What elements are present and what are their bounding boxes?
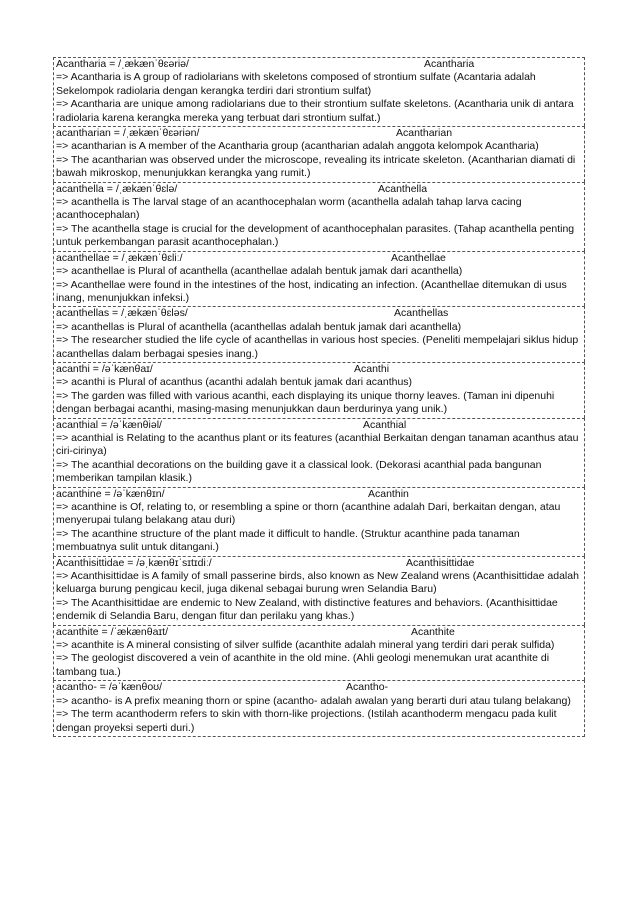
dictionary-entry (53, 182, 585, 251)
entry-word: Acanthella (378, 182, 428, 195)
dictionary-entry (53, 306, 585, 362)
entry-headword: acantharian = /ˌækænˈθɛəriən/ (56, 127, 200, 140)
entry-word: Acanthellas (394, 307, 449, 320)
entry-headword: acanthellae = /ˌækænˈθɛliː/ (56, 251, 183, 264)
entry-example: => The geologist discovered a vein of acanthite in the old mine. (Ahli geologi menemukan urat acanthite di tambang tua.) (56, 652, 550, 678)
dictionary-entry (53, 251, 585, 307)
entry-word: Acanthi (354, 362, 390, 375)
entry-word: Acantharian (396, 127, 453, 140)
entry-definition: => acanthellae is Plural of acanthella (acanthellae adalah bentuk jamak dari acanthella) (56, 265, 463, 278)
entry-example: => The acantharian was observed under the microscope, revealing its intricate skeleton. (Acantharian diamati di bawah mikroskop, menunjukkan kerangka yang rumit.) (56, 153, 576, 180)
entry-header (56, 419, 582, 432)
entry-headword: Acantharia = /ˌækænˈθɛəriə/ (56, 58, 189, 70)
entry-word: Acanthellae (391, 251, 446, 264)
entry-word: Acanthial (363, 418, 407, 431)
entry-word: Acantharia (424, 58, 475, 70)
entry-definition: => Acantharia is A group of radiolarians with skeletons composed of strontium sulfate (Acantaria adalah Sekelompok radiolaria dengan kerangka terdiri dari strontium sulfat) (56, 71, 536, 97)
entry-example: => The Acanthisittidae are endemic to New Zealand, with distinctive features and behaviors. (Acanthisittidae endemik di Selandia Baru, dengan fitur dan perilaku yang khas.) (56, 596, 558, 623)
entry-definition: => acanthial is Relating to the acanthus plant or its features (acanthial Berkaitan dengan tanaman acanthus atau ciri-cirinya) (56, 431, 579, 458)
entry-example: => The garden was filled with various acanthi, each displaying its unique thorny leaves. (Taman ini dipenuhi dengan berbagai acanthi, masing-masing menunjukkan daun berdurinya yang unik.) (56, 389, 555, 416)
entry-header (56, 626, 582, 639)
entry-definition: => Acanthisittidae is A family of small passerine birds, also known as New Zealand wrens (Acanthisittidae adalah keluarga burung pengicau kecil, juga dikenal sebagai burung wren Selandia Baru) (56, 570, 579, 596)
entry-header (56, 488, 582, 501)
entry-headword: acanthella = /ˌækænˈθɛlə/ (56, 182, 178, 195)
dictionary-page (53, 57, 585, 737)
entry-definition: => acanthella is The larval stage of an acanthocephalan worm (acanthella adalah tahap larva cacing acanthocephalan) (56, 196, 522, 222)
dictionary-entry (53, 57, 585, 126)
dictionary-entry (53, 680, 585, 737)
entry-headword: acantho- = /əˈkænθoʊ/ (56, 681, 163, 694)
entry-headword: acanthite = /ˈækænθaɪt/ (56, 625, 169, 638)
dictionary-entry (53, 625, 585, 681)
entry-headword: acanthi = /əˈkænθaɪ/ (56, 362, 153, 375)
dictionary-entry (53, 556, 585, 625)
entry-headword: acanthellas = /ˌækænˈθɛləs/ (56, 307, 188, 320)
entry-example: => The acanthial decorations on the building gave it a classical look. (Dekorasi acanthial pada bangunan memberikan tampilan klasik.) (56, 458, 542, 485)
entry-header (56, 681, 582, 694)
entry-definition: => acanthine is Of, relating to, or resembling a spine or thorn (acanthine adalah Dari, berkaitan dengan, atau menyerupai tulang belakang atau duri) (56, 501, 561, 527)
entry-definition: => acantharian is A member of the Acantharia group (acantharian adalah anggota kelompok Acantharia) (56, 140, 539, 153)
dictionary-entry (53, 126, 585, 182)
entry-example: => Acanthellae were found in the intestines of the host, indicating an infection. (Acanthellae ditemukan di usus inang, menunjukkan infeksi.) (56, 278, 567, 304)
entry-example: => The researcher studied the life cycle of acanthellas in various host species. (Peneliti mempelajari siklus hidup acanthellas dalam berbagai spesies inang.) (56, 334, 579, 360)
entry-example: => The acanthella stage is crucial for the development of acanthocephalan parasites. (Tahap acanthella penting untuk perkembangan parasit acanthocephalan.) (56, 222, 575, 249)
entry-header (56, 252, 582, 265)
dictionary-entry (53, 418, 585, 487)
entry-header (56, 363, 582, 376)
entry-header (56, 127, 582, 140)
entry-headword: Acanthisittidae = /əˌkænθɪˈsɪtɪdiː/ (56, 556, 212, 569)
entry-header (56, 307, 582, 320)
entry-header (56, 183, 582, 196)
dictionary-entry (53, 362, 585, 418)
entry-example: => The term acanthoderm refers to skin with thorn-like projections. (Istilah acanthoderm mengacu pada kulit dengan proyeksi seperti duri.) (56, 708, 557, 734)
entry-word: Acanthite (411, 625, 455, 638)
dictionary-entry (53, 487, 585, 556)
entry-headword: acanthine = /əˈkænθɪn/ (56, 487, 165, 500)
entry-definition: => acantho- is A prefix meaning thorn or spine (acantho- adalah awalan yang berarti duri atau tulang belakang) (56, 694, 571, 707)
entry-example: => Acantharia are unique among radiolarians due to their strontium sulfate skeletons. (Acantharia unik di antara radiolaria karena kerangka mereka yang terbuat dari strontium sulfat.) (56, 98, 574, 124)
entry-headword: acanthial = /əˈkænθiəl/ (56, 418, 162, 431)
entry-definition: => acanthellas is Plural of acanthella (acanthellas adalah bentuk jamak dari acanthella) (56, 320, 462, 333)
entry-definition: => acanthite is A mineral consisting of silver sulfide (acanthite adalah mineral yang terdiri dari perak sulfida) (56, 639, 555, 652)
entry-word: Acanthin (368, 487, 409, 500)
entry-word: Acantho- (346, 681, 389, 694)
entry-word: Acanthisittidae (406, 556, 475, 569)
entry-header (56, 557, 582, 570)
entry-example: => The acanthine structure of the plant made it difficult to handle. (Struktur acanthine pada tanaman membuatnya sulit untuk ditangani.) (56, 527, 520, 554)
entry-definition: => acanthi is Plural of acanthus (acanthi adalah bentuk jamak dari acanthus) (56, 376, 413, 389)
entry-header (56, 58, 582, 71)
